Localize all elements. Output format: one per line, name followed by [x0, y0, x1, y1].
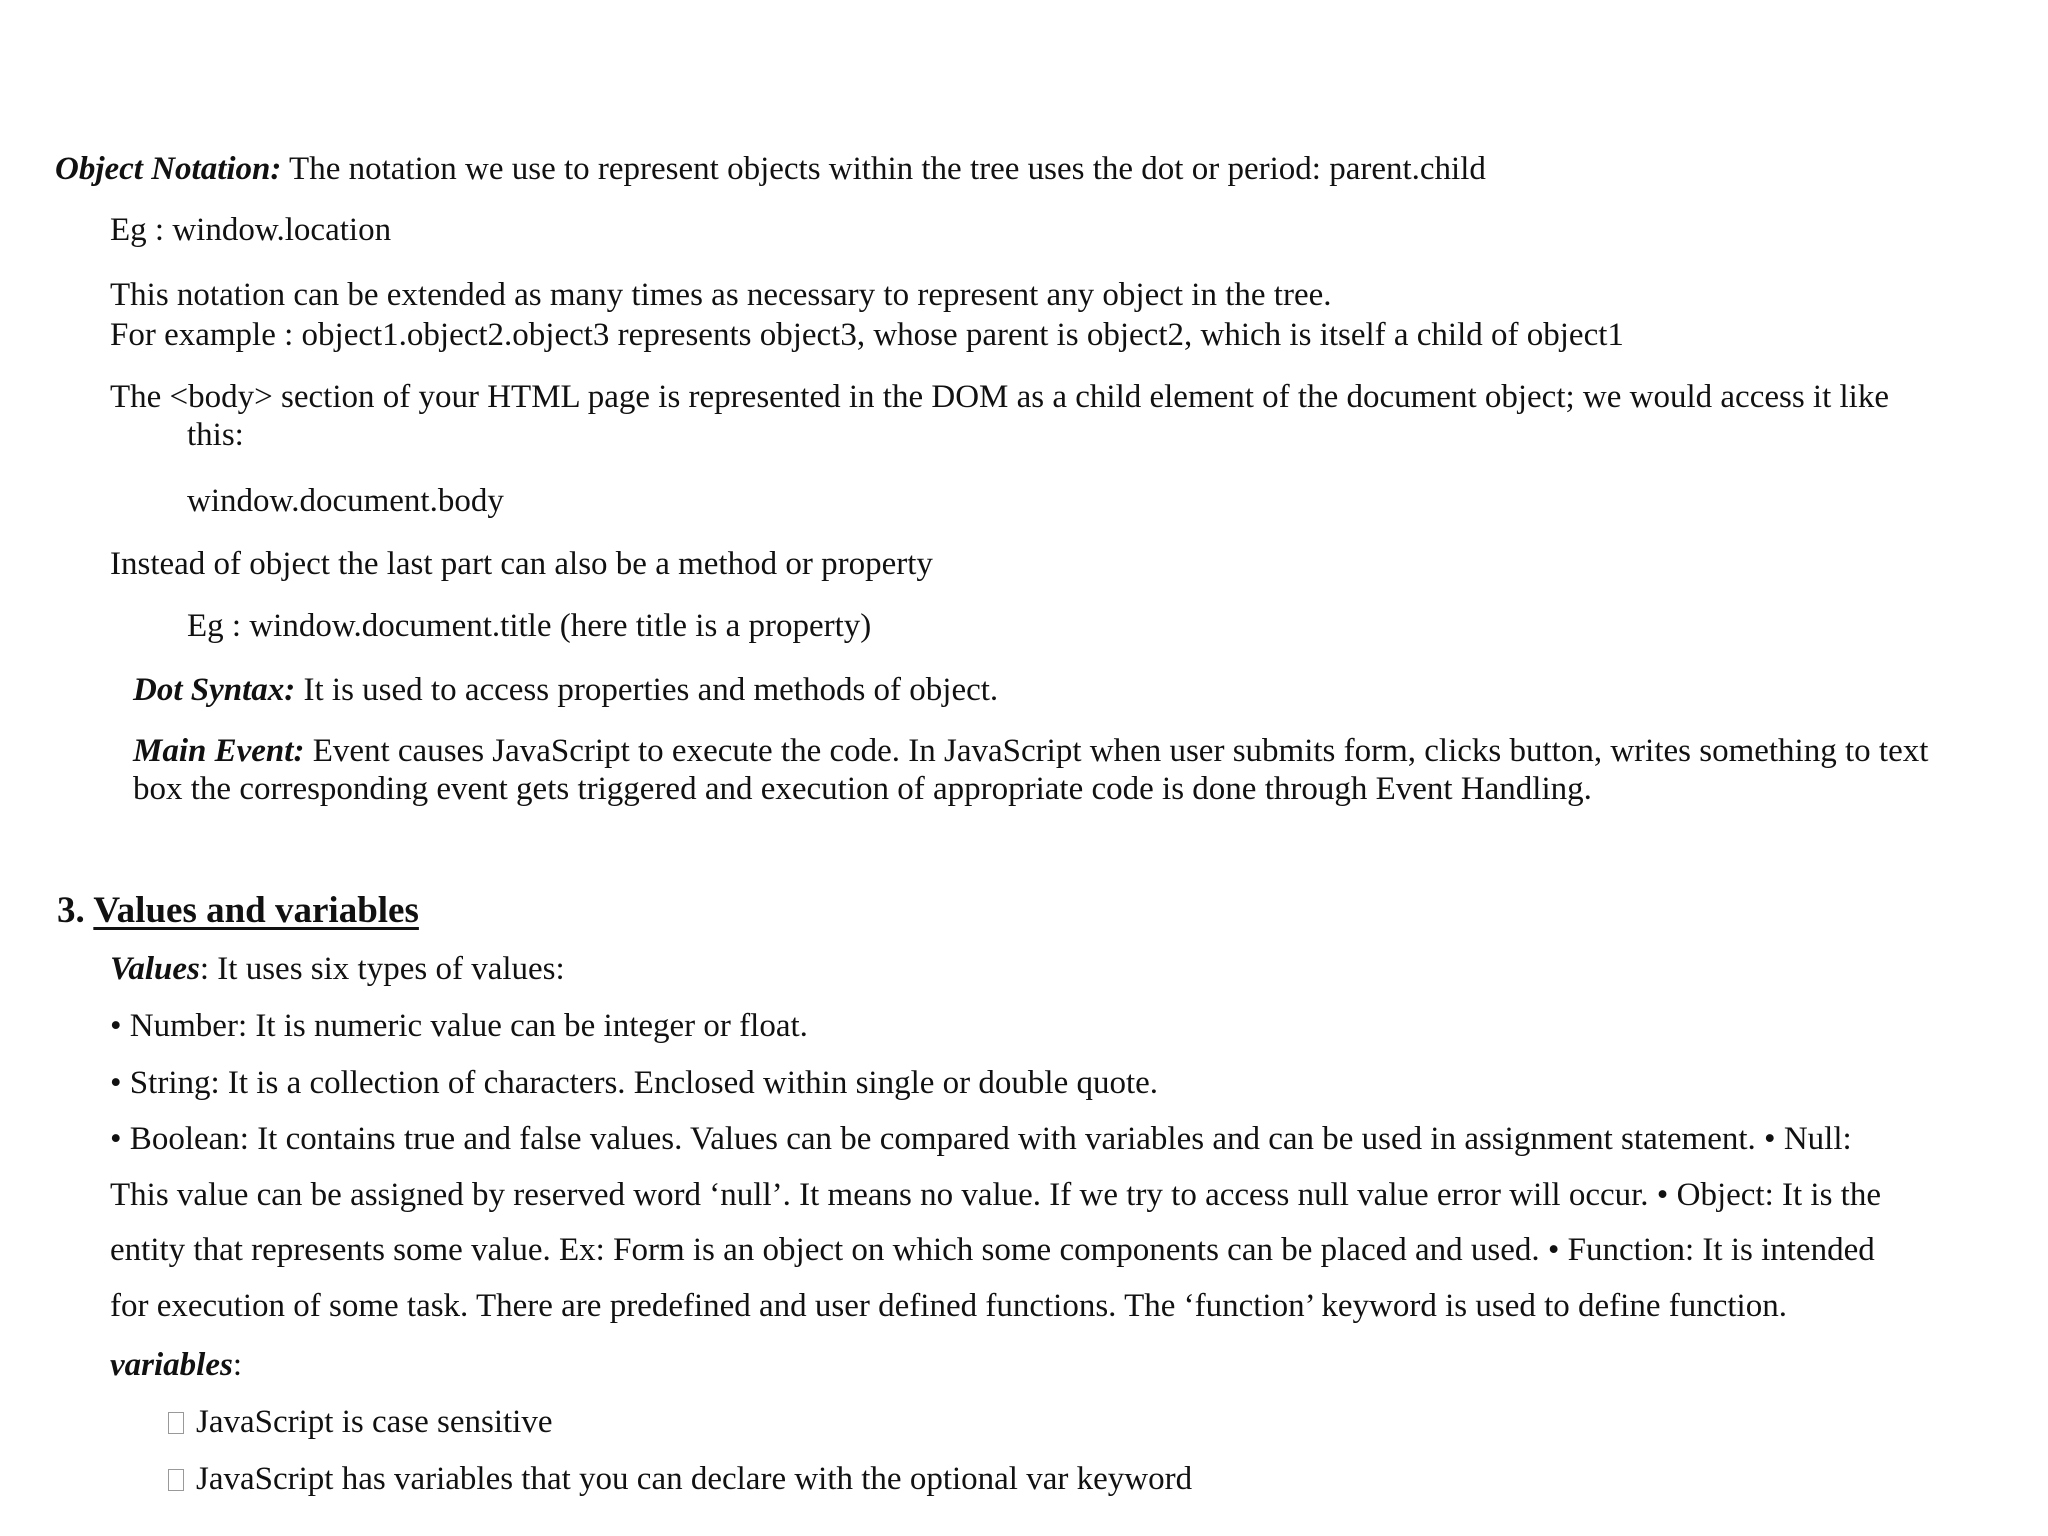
- code-window-document-body: window.document.body: [187, 483, 504, 519]
- dot-syntax-paragraph: [133, 671, 998, 709]
- values-intro: [110, 950, 565, 988]
- body-section-line-2: this:: [187, 417, 244, 453]
- values-paragraph-line-4: for execution of some task. There are predefined and user defined functions. The ‘function’ keyword is used to define function.: [110, 1288, 1787, 1324]
- notation-extend-line-2: For example : object1.object2.object3 represents object3, whose parent is object2, which is itself a child of object1: [110, 317, 1624, 353]
- values-paragraph-line-3: entity that represents some value. Ex: Form is an object on which some components can be placed and used. • Function: It is intended: [110, 1232, 1875, 1268]
- values-paragraph-line-1: • Boolean: It contains true and false values. Values can be compared with variables and can be used in assignment statement. • Null:: [110, 1121, 1852, 1157]
- object-notation-paragraph: [55, 150, 1486, 188]
- variables-list-item: [168, 1460, 1192, 1498]
- missing-glyph-box-icon: [168, 1469, 184, 1491]
- values-paragraph-line-2: This value can be assigned by reserved word ‘null’. It means no value. If we try to access null value error will occur. • Object: It is the: [110, 1177, 1881, 1213]
- variables-intro: [110, 1346, 242, 1384]
- body-section-line-1: The <body> section of your HTML page is represented in the DOM as a child element of the document object; we would access it like: [110, 379, 1889, 415]
- bullet-number: • Number: It is numeric value can be integer or float.: [110, 1008, 808, 1044]
- object-notation-text: The notation we use to represent objects within the tree uses the dot or period: parent.child: [281, 151, 1486, 187]
- bullet-string: • String: It is a collection of characters. Enclosed within single or double quote.: [110, 1065, 1159, 1101]
- main-event-label: Main Event:: [133, 733, 305, 769]
- variables-text: :: [232, 1347, 242, 1383]
- dot-syntax-label: Dot Syntax:: [133, 672, 296, 708]
- values-text: : It uses six types of values:: [199, 951, 565, 987]
- section-heading: [57, 890, 419, 932]
- section-title: Values and variables: [93, 890, 419, 931]
- dot-syntax-text: It is used to access properties and methods of object.: [295, 672, 999, 708]
- variables-item-text: JavaScript is case sensitive: [196, 1404, 553, 1440]
- object-notation-label: Object Notation:: [55, 151, 282, 187]
- variables-label: variables: [110, 1347, 233, 1383]
- instead-of-object-paragraph: Instead of object the last part can also be a method or property: [110, 546, 933, 582]
- example-document-title: Eg : window.document.title (here title is a property): [187, 608, 872, 644]
- variables-item-text: JavaScript has variables that you can declare with the optional var keyword: [196, 1461, 1193, 1497]
- main-event-line-1: [133, 732, 1928, 770]
- section-number: 3.: [57, 890, 94, 931]
- notation-extend-line-1: This notation can be extended as many times as necessary to represent any object in the tree.: [110, 277, 1332, 313]
- variables-list-item: [168, 1403, 553, 1441]
- missing-glyph-box-icon: [168, 1412, 184, 1434]
- values-label: Values: [110, 951, 200, 987]
- main-event-text-1: Event causes JavaScript to execute the code. In JavaScript when user submits form, clicks button, writes something to text: [304, 733, 1929, 769]
- main-event-line-2: box the corresponding event gets triggered and execution of appropriate code is done through Event Handling.: [133, 771, 1592, 807]
- example-window-location: Eg : window.location: [110, 212, 392, 248]
